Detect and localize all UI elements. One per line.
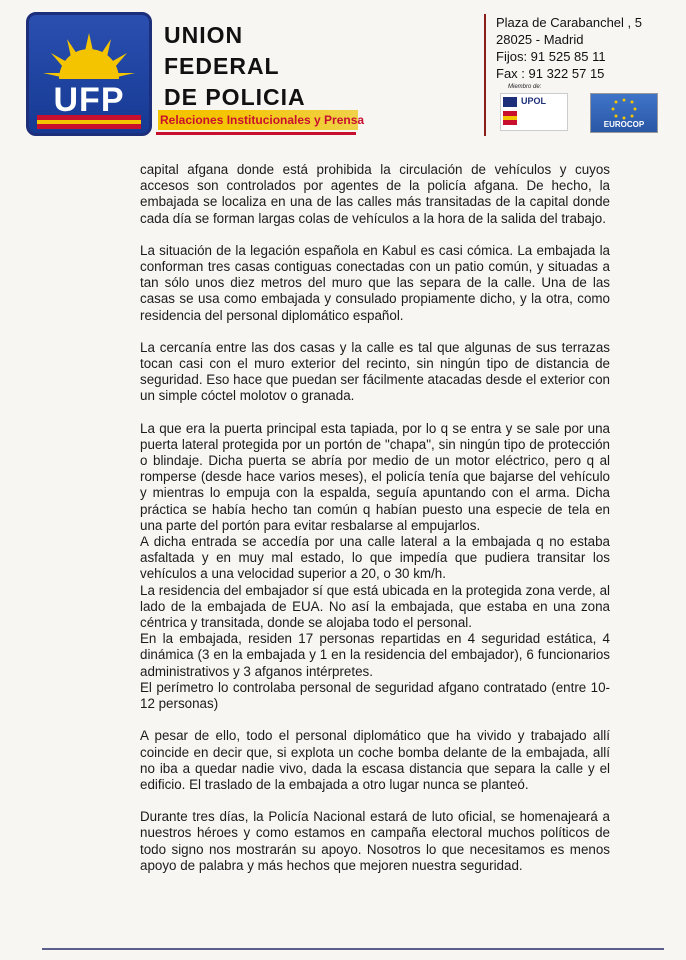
contact-block (496, 14, 642, 82)
upol-text: UPOL (521, 96, 547, 106)
department-tagline: Relaciones Institucionales y Prensa (158, 110, 358, 130)
body-paragraph: La que era la puerta principal esta tapiada, por lo q se entra y se sale por una puerta lateral protegida por un portón de "chapa", sin ningún tipo de protección o blindaje. Dicha puerta se abría por medio de un motor eléctrico, pero q al romperse (desde hace varios meses), el policía tenía que bajarse del vehículo y mientras lo empuja con la espalda, seguía apuntando con el arma. Dicha práctica se había hecho tan común q habían puesto una especie de tela en una parte del portón para evitar resbalarse al empujarlos. (140, 420, 610, 533)
footer-rule (42, 948, 664, 950)
org-name-line-2: FEDERAL (164, 53, 280, 79)
letterhead (0, 0, 686, 150)
body-paragraph: A pesar de ello, todo el personal diplomático que ha vivido y trabajado allí coincide en decir que, si explota un coche bomba delante de la embajada, allí no iba a quedar nadie vivo, dada la escasa distancia que separa la calle y el edificio. El traslado de la embajada a otro lugar nunca se planteó. (140, 728, 610, 792)
body-paragraph: La residencia del embajador sí que está ubicada en la protegida zona verde, al lado de la embajada de EUA. No así la embajada, que estaba en una zona céntrica y transitada, donde se alojaba todo el personal. (140, 582, 610, 631)
body-paragraph: capital afgana donde está prohibida la circulación de vehículos y cuyos accesos son controlados por agentes de la policía afgana. De hecho, la embajada se localiza en una de las calles más transitadas de la capital donde cada día se forman largas colas de vehículos a la hora de la salida del trabajo. (140, 162, 610, 226)
header-divider (484, 14, 486, 136)
logo-text: UFP (53, 81, 125, 119)
body-paragraph: La cercanía entre las dos casas y la calle es tal que algunas de sus terrazas tocan casi con el muro exterior del recinto, sin ningún tipo de distancia de seguridad. Eso hace que puedan ser fácilmente atacadas desde el exterior con un simple cóctel molotov o granada. (140, 339, 610, 404)
organization-name (164, 20, 306, 113)
ufp-logo (26, 12, 152, 136)
body-paragraph: En la embajada, residen 17 personas repartidas en 4 seguridad estática, 4 dinámica (3 en la embajada y 1 en la residencia del embajador), 6 funcionarios administrativos y 3 afganos intérpretes. (140, 631, 610, 679)
phone-line: Fijos: 91 525 85 11 (496, 49, 606, 64)
upol-badge (500, 93, 568, 131)
org-name-line-1: UNION (164, 22, 244, 48)
eu-stars-icon (591, 96, 657, 120)
body-paragraph: Durante tres días, la Policía Nacional estará de luto oficial, se homenajeará a nuestros héroes y como estamos en campaña electoral muchos políticos de todo signo nos mostrarán su apoyo. Nosotros lo que necesitamos es menos apoyo de palabra y más hechos que mejoren nuestra seguridad. (140, 809, 610, 873)
body-paragraph: A dicha entrada se accedía por una calle lateral a la embajada q no estaba asfaltada y en muy mal estado, lo que impedía que pudiera transitar los vehículos a una velocidad superior a 20, o 30 km/h. (140, 534, 610, 582)
upol-flag-icon (503, 95, 521, 129)
member-label: Miembro de: (508, 84, 542, 90)
org-name-line-3: DE POLICIA (164, 84, 306, 110)
fax-line: Fax : 91 322 57 15 (496, 66, 605, 81)
body-paragraph: La situación de la legación española en Kabul es casi cómica. La embajada la conforman tres casas contiguas conectadas con un patio común, y situadas a tan sólo unos diez metros del muro que las separa de la calle. Una de las casas se usa como embajada y consulado propiamente dicho, y la otra, como residencia del personal diplomático español. (140, 242, 610, 323)
eurocop-badge (590, 93, 658, 133)
eurocop-text: EUROCOP (603, 120, 645, 129)
address-line: Plaza de Carabanchel , 5 (496, 15, 642, 30)
tagline-underline (156, 132, 356, 135)
letter-body (140, 162, 610, 890)
body-paragraph: El perímetro lo controlaba personal de seguridad afgano contratado (entre 10-12 personas) (140, 679, 610, 712)
city-line: 28025 - Madrid (496, 32, 584, 47)
